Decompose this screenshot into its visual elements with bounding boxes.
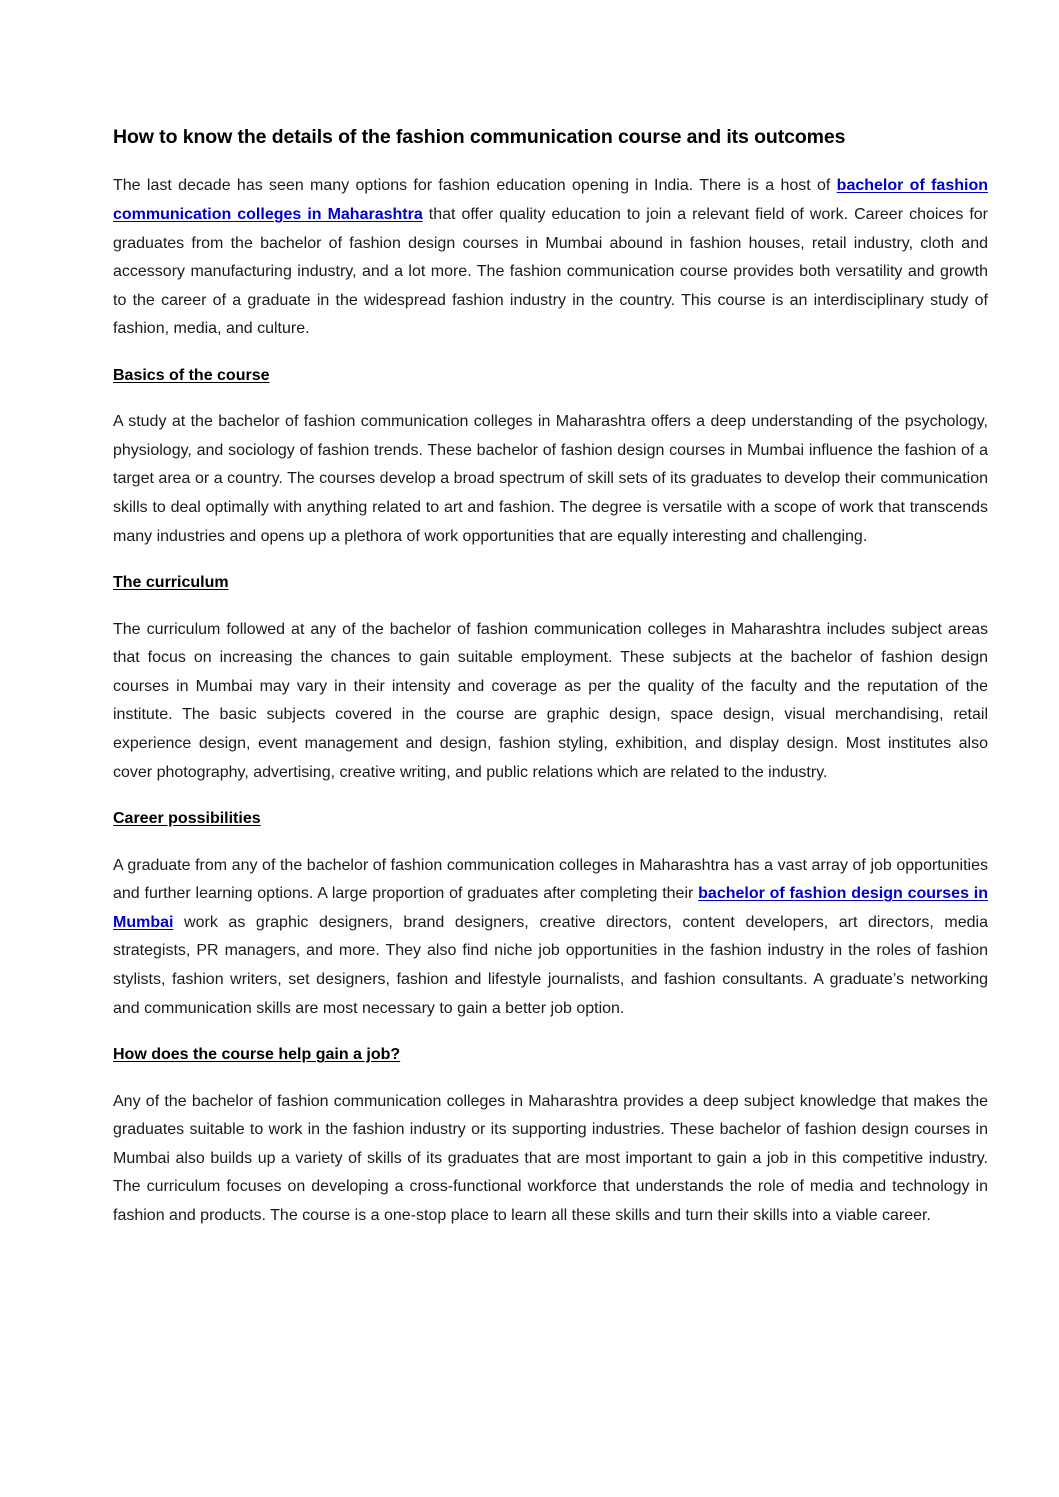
section-body-how-course-helps: Any of the bachelor of fashion communication colleges in Maharashtra provides a deep subject knowledge that makes the graduates suitable to work in the fashion industry or its supporting industries. These bachelor of fashion design courses in Mumbai also builds up a variety of skills of its graduates that are most important to gain a job in this competitive industry. The curriculum focuses on developing a cross-functional workforce that understands the role of media and technology in fashion and products. The course is a one-stop place to learn all these skills and turn their skills into a viable career. [113,1092,988,1224]
section-heading-career-possibilities-label: Career possibilities [113,810,261,828]
intro-paragraph [113,172,988,344]
career-text-before-link: A graduate from any of the bachelor of fashion communication colleges in Maharashtra has a vast array of job opportunities and further learning options. A large proportion of graduates after completing their [113,856,988,903]
section-heading-how-course-helps [113,1044,988,1066]
section-body-basics: A study at the bachelor of fashion communication colleges in Maharashtra offers a deep understanding of the psychology, physiology, and sociology of fashion trends. These bachelor of fashion design courses in Mumbai influence the fashion of a target area or a country. The courses develop a broad spectrum of skill sets of its graduates to develop their communication skills to deal optimally with anything related to art and fashion. The degree is versatile with a scope of work that transcends many industries and opens up a plethora of work opportunities that are equally interesting and challenging. [113,413,988,545]
link-fashion-design-courses-mumbai[interactable]: bachelor of fashion design courses in Mumbai [113,885,988,931]
page-title: How to know the details of the fashion communication course and its outcomes [113,126,846,148]
section-heading-how-course-helps-label: How does the course help gain a job? [113,1046,401,1064]
link-fashion-communication-colleges-maharashtra[interactable]: bachelor of fashion communication colleges in Maharashtra [113,177,988,223]
section-heading-curriculum-label: The curriculum [113,574,229,592]
intro-text-after-link: that offer quality education to join a relevant field of work. Career choices for graduates from the bachelor of fashion design courses in Mumbai abound in fashion houses, retail industry, cloth and accessory manufacturing industry, and a lot more. The fashion communication course provides both versatility and growth to the career of a graduate in the widespread fashion industry in the country. This course is an interdisciplinary study of fashion, media, and culture. [113,205,989,338]
intro-text-before-link: The last decade has seen many options for fashion education opening in India. There is a host of [113,177,837,195]
document-content [113,124,988,1231]
section-heading-curriculum [113,572,988,594]
career-text-after-link: work as graphic designers, brand designers, creative directors, content developers, art directors, media strategists, PR managers, and more. They also find niche job opportunities in the fashion industry in the roles of fashion stylists, fashion writers, set designers, fashion and lifestyle journalists, and fashion consultants. A graduate’s networking and communication skills are most necessary to gain a better job option. [113,913,988,1017]
section-heading-basics [113,365,988,387]
section-heading-basics-label: Basics of the course [113,366,270,384]
section-heading-career-possibilities [113,808,988,830]
section-body-career-possibilities [113,852,988,1024]
section-body-curriculum: The curriculum followed at any of the bachelor of fashion communication colleges in Maharashtra includes subject areas that focus on increasing the chances to gain suitable employment. These subjects at the bachelor of fashion design courses in Mumbai may vary in their intensity and coverage as per the quality of the faculty and the reputation of the institute. The basic subjects covered in the course are graphic design, space design, visual merchandising, retail experience design, event management and design, fashion styling, exhibition, and display design. Most institutes also cover photography, advertising, creative writing, and public relations which are related to the industry. [113,620,988,781]
